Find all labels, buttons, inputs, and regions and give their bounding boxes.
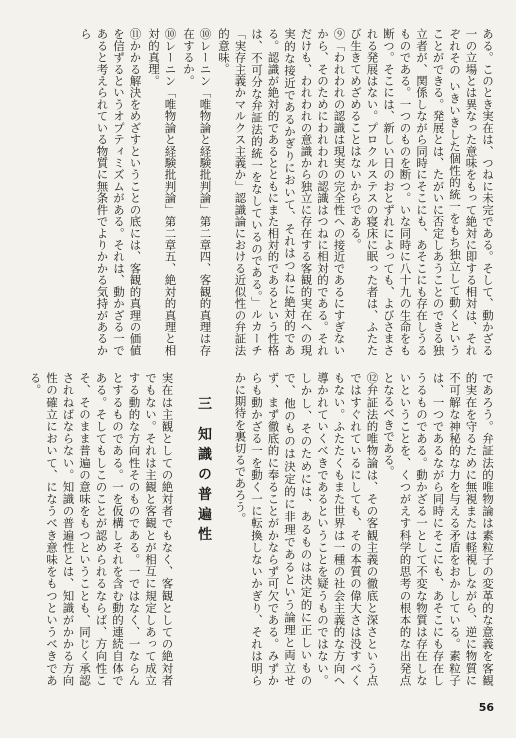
section-heading: 三 知識の普遍性 bbox=[196, 396, 212, 547]
footnote-11: ⑪かかる解決をめざすということの底には、客観的真理の価値を信ずるというオプティミズムがある。それは、動かざる一であると考えられている物質に無条件でよりかかる気持があるから bbox=[79, 28, 143, 356]
body-paragraph: ある。このとき実在は、つねに未完である。そして、動かざる一の立場とは異なった意味をもって絶対に即する相対は、それぞれその いきいきした個性的統一をもち独立して動くということができる。発展とは、たがいに否定しあうことのできる独立者が、関係しながら同時にそこにも、あそこにも存在しうるものである。一つのものを断つ。いな同時に八十九の生命をも断つ。そこには、新しい日のおとずれによっても、よびさまされる発展はない。プロクルステスの寝床に眠った者は、ふたたび生きてめざめることはないからである。 bbox=[349, 28, 495, 356]
section-body: 実在は主観としての絶対者でもなく、客観としての絶対者でもない。それは主観と客観とが相互に規定しあって成立する動的な方向性そのものである。一ではなく、一ならんとするものである。一を仮構しそれを含む動的連続自体である。そしてもしこのことが認められるならば、方向性こそ、そのまま普遍の意味をもつということも、同じく承認されねばならない。知識の普遍性とは、知識がかかる方向性の確立において、になうべき意味をもつというべきである。 bbox=[28, 372, 175, 686]
footnote-9: ⑨「われわれの認識は現実の完全性への接近であるにすぎないから、そのためにわれわれの認識はつねに相対的である。それだけも、われわれの意識から独立に存在する客観的実在への現実的な接近であるかぎりにおいて、それはつねに絶対的である。認識が絶対的であるとともにまた相対的であるという性格は、不可分な弁証法的統一をなしているのである。」ルカーチ「実存主義かマルクス主義か」認識論における近似性の弁証法的意味。 bbox=[217, 28, 347, 356]
footnote-12: ⑫弁証法的唯物論は、その客観主義の徹底と深さという点ではすぐれているにしても、その本質の偉大さは没すべくもない。ふたたくもまた世界は一種の社会主義的な方向へ導かれていくべきであるということを疑うものではない。しかし、そのためには、あるものは決定的に正しいもので、他のものは決定的に非理であるという論理と両立せず、まず徹底的に奉ることがかならず可欠である。みずからも動かざる一を動く一に転換しないかぎり、それは明らかに期待を裏切るであろう。 bbox=[233, 372, 380, 686]
footnote-10-second: ⑩レーニン「唯物論と経験批判論」第二章五、絶対的真理と相対的真理。 bbox=[147, 28, 178, 356]
footnote-10: ⑩レーニン「唯物論と経験批判論」第二章四、客観的真理は存在するか。 bbox=[182, 28, 213, 356]
lower-text-block bbox=[24, 372, 496, 686]
footnote-11-continued: であろう。弁証法的唯物論は素粒子の変革的な意義を客観的実在を守るために無視または軽視しながら、逆に物質に不可解な神秘的な力を与える矛盾をおかしている。素粒子は、一つであるながら同時にそこにも、あそこにも存在しうるものである。動かざる一として不変な物質は存在しないということを、くつがえす科学的思考の根本的な出発点となるべきである。 bbox=[382, 372, 495, 686]
page-number: 56 bbox=[478, 701, 494, 714]
upper-text-block bbox=[24, 28, 496, 356]
